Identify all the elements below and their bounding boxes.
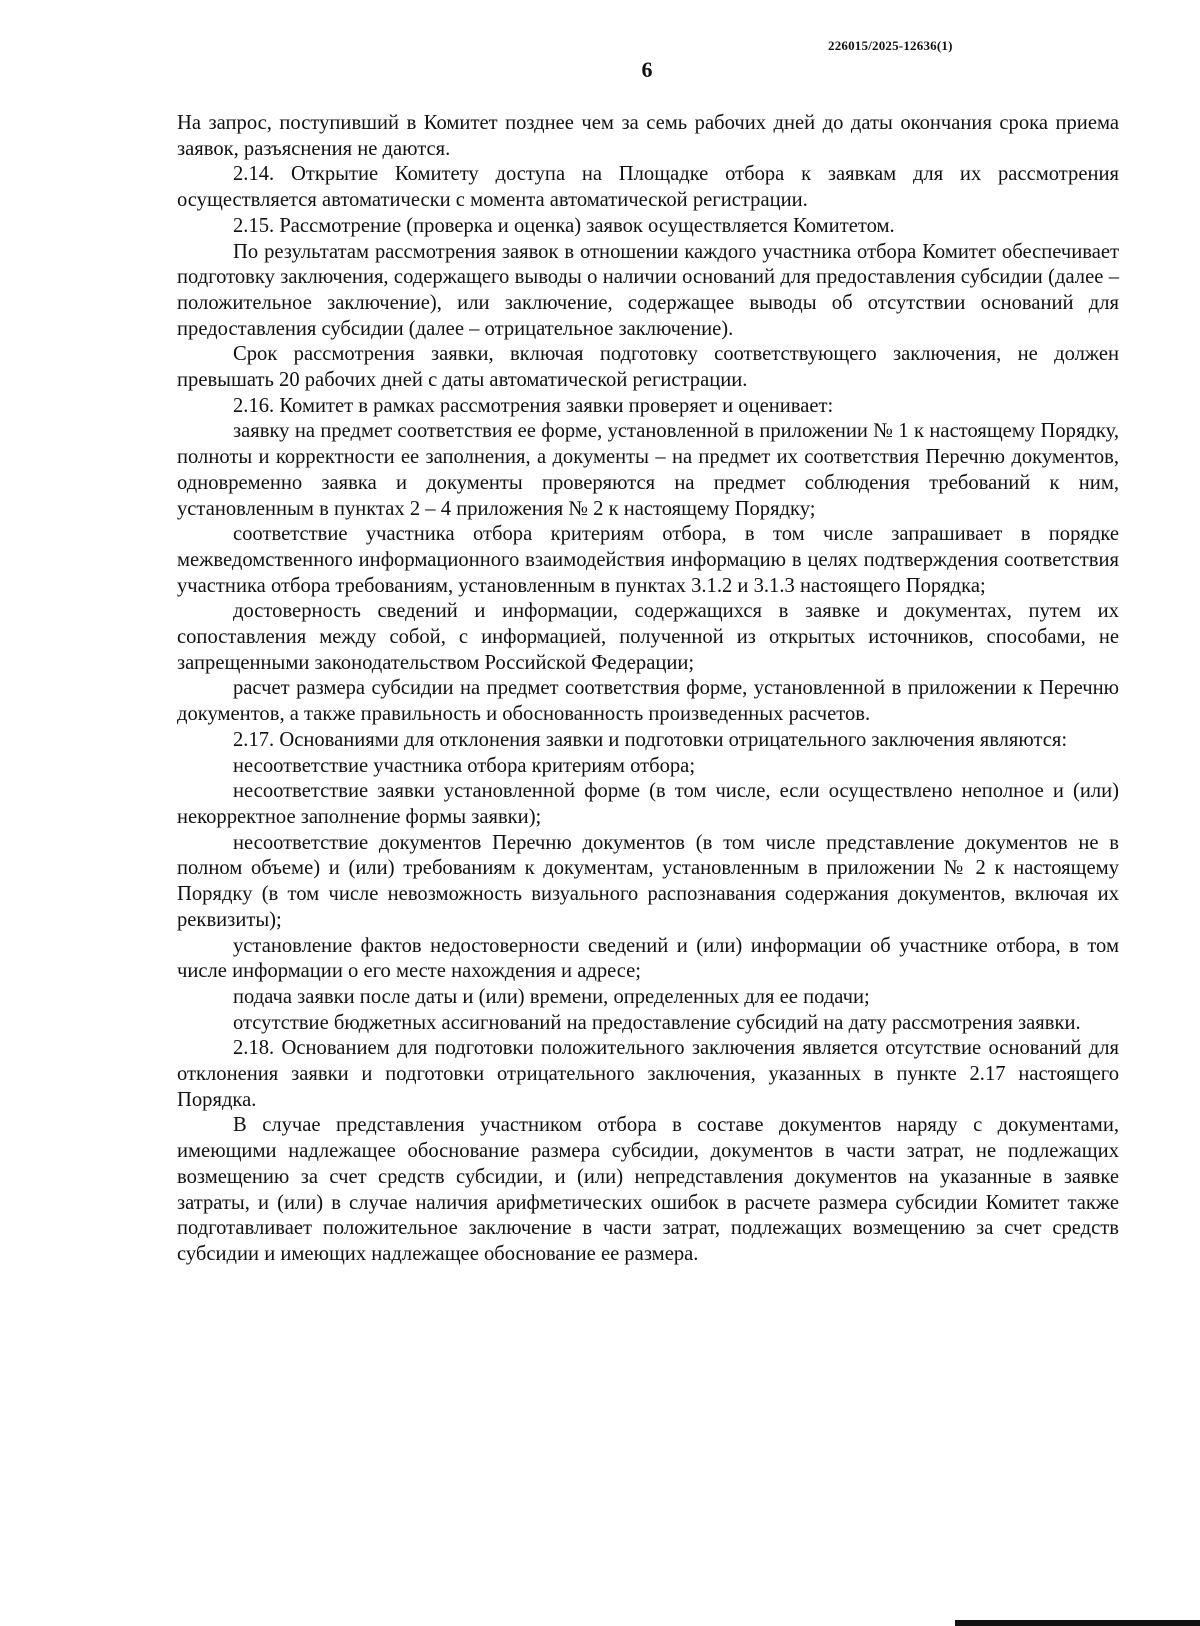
paragraph-continuation: На запрос, поступивший в Комитет позднее чем за семь рабочих дней до даты окончания срока приема заявок, разъяснения не даются. [177, 112, 1119, 160]
paragraph-2-14: 2.14. Открытие Комитету доступа на Площадке отбора к заявкам для их рассмотрения осуществляется автоматически с момента автоматической регистрации. [177, 163, 1119, 212]
paragraph-2-15: 2.15. Рассмотрение (проверка и оценка) заявок осуществляется Комитетом. [233, 214, 895, 237]
paragraph-2-18: 2.18. Основанием для подготовки положительного заключения является отсутствие оснований для отклонения заявки и подготовки отрицательного заключения, указанных в пункте 2.17 настоящего Порядка. [177, 1037, 1119, 1111]
list-item: соответствие участника отбора критериям отбора, в том числе запрашивает в порядке межведомственного информационного взаимодействия информацию в целях подтверждения соответствия участника отбора требованиям, установленным в пунктах 3.1.2 и 3.1.3 настоящего Порядка; [177, 523, 1119, 597]
page-number: 6 [641, 57, 653, 82]
list-item: заявку на предмет соответствия ее форме, установленной в приложении № 1 к настоящему Порядку, полноты и корректности ее заполнения, а документы – на предмет их соответствия Перечню документов, одновременно заявка и документы проверяются на предмет соблюдения требований к ним, установленным в пунктах 2 – 4 приложения № 2 к настоящему Порядку; [177, 420, 1119, 520]
paragraph: Срок рассмотрения заявки, включая подготовку соответствующего заключения, не должен превышать 20 рабочих дней с даты автоматической регистрации. [177, 343, 1119, 392]
document-registration-number: 226015/2025-12636(1) [828, 38, 953, 53]
list-item: несоответствие документов Перечню документов (в том числе представление документов не в полном объеме) и (или) требованиям к документам, установленным в приложении № 2 к настоящему Порядку (в том числе невозможность визуального распознавания содержания документов, включая их реквизиты); [177, 831, 1119, 931]
list-item: установление фактов недостоверности сведений и (или) информации об участнике отбора, в том числе информации о его месте нахождения и адресе; [177, 934, 1119, 983]
list-item: отсутствие бюджетных ассигнований на предоставление субсидий на дату рассмотрения заявки. [233, 1011, 1081, 1034]
paragraph: По результатам рассмотрения заявок в отношении каждого участника отбора Комитет обеспечивает подготовку заключения, содержащего выводы о наличии оснований для предоставления субсидии (далее – положительное заключение), или заключение, содержащее выводы об отсутствии оснований для предоставления субсидии (далее – отрицательное заключение). [177, 240, 1119, 340]
list-item: достоверность сведений и информации, содержащихся в заявке и документах, путем их сопоставления между собой, с информацией, полученной из открытых источников, способами, не запрещенными законодательством Российской Федерации; [177, 600, 1119, 674]
list-item: несоответствие заявки установленной форме (в том числе, если осуществлено неполное и (или) некорректное заполнение формы заявки); [177, 780, 1119, 828]
list-item: несоответствие участника отбора критериям отбора; [233, 754, 696, 777]
list-item: подача заявки после даты и (или) времени, определенных для ее подачи; [233, 985, 870, 1008]
document-body [177, 111, 1119, 1268]
paragraph-2-16: 2.16. Комитет в рамках рассмотрения заявки проверяет и оценивает: [233, 394, 834, 417]
paragraph: В случае представления участником отбора в составе документов наряду с документами, имеющими надлежащее обоснование размера субсидии, документов в части затрат, не подлежащих возмещению за счет средств субсидии, и (или) непредставления документов на указанные в заявке затраты, и (или) в случае наличия арифметических ошибок в расчете размера субсидии Комитет также подготавливает положительное заключение в части затрат, подлежащих возмещению за счет средств субсидии и имеющих надлежащее обоснование ее размера. [177, 1114, 1119, 1265]
scan-edge-line [955, 1620, 1200, 1626]
paragraph-2-17: 2.17. Основаниями для отклонения заявки и подготовки отрицательного заключения являются: [233, 728, 1068, 751]
list-item: расчет размера субсидии на предмет соответствия форме, установленной в приложении к Перечню документов, а также правильность и обоснованность произведенных расчетов. [177, 677, 1119, 726]
